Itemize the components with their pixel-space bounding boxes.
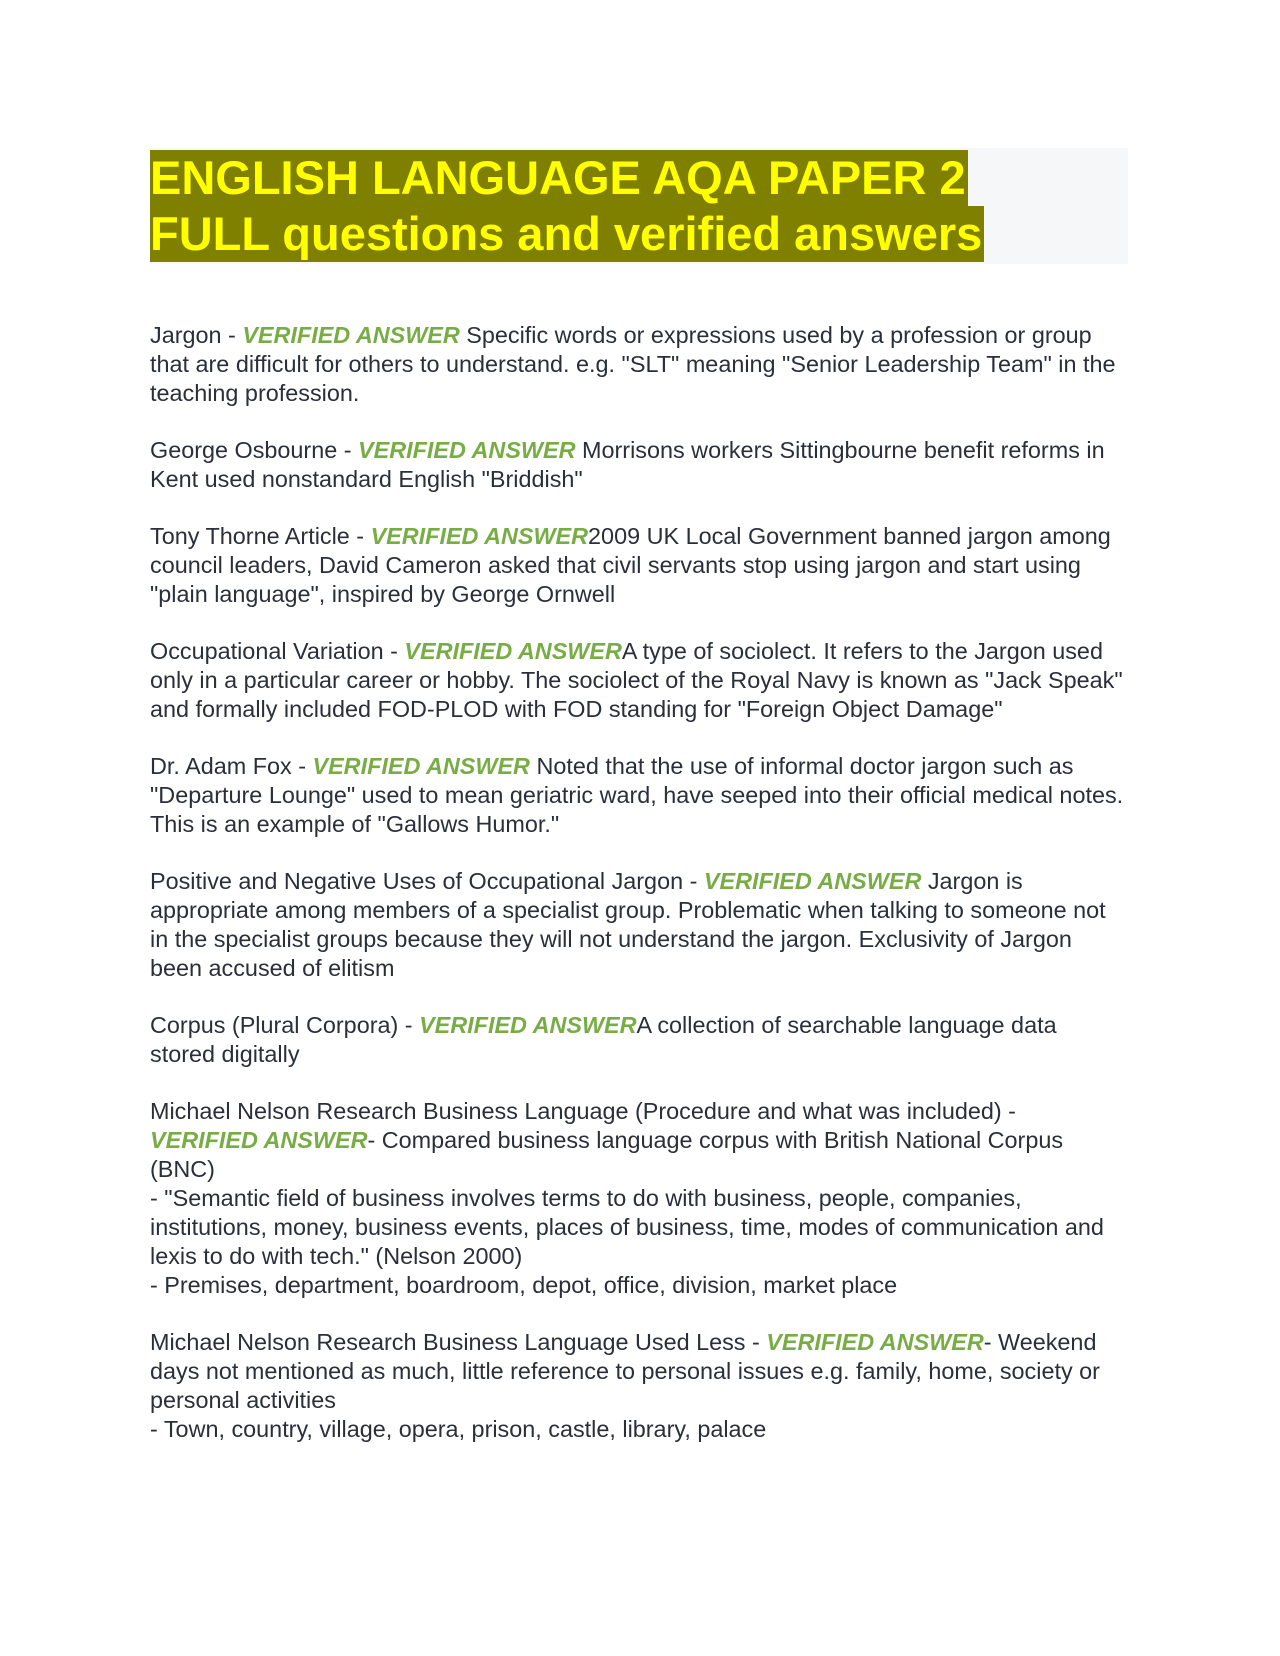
verified-answer-label: VERIFIED ANSWER — [312, 753, 530, 779]
qa-entry — [150, 1097, 1128, 1300]
verified-answer-label: VERIFIED ANSWER — [370, 523, 589, 549]
document-body — [150, 148, 1128, 1472]
entry-answer: Jargon is appropriate among members of a specialist group. Problematic when talking to someone not in the specialist groups because they will not understand the jargon. Exclusivity of Jargon been accused of elitism — [150, 868, 1106, 981]
title-line-1: ENGLISH LANGUAGE AQA PAPER 2 — [150, 151, 966, 204]
verified-answer-label: VERIFIED ANSWER — [404, 638, 622, 664]
title-line-2: FULL questions and verified answers — [150, 207, 983, 260]
verified-answer-label: VERIFIED ANSWER — [358, 437, 576, 463]
entry-answer: 2009 UK Local Government banned jargon among council leaders, David Cameron asked that civil servants stop using jargon and start using "plain language", inspired by George Ornwell — [150, 523, 1111, 607]
entry-answer: Specific words or expressions used by a profession or group that are difficult for others to understand. e.g. "SLT" meaning "Senior Leadership Team" in the teaching profession. — [150, 322, 1116, 406]
entry-term: Corpus (Plural Corpora) - — [150, 1012, 420, 1038]
entry-term: Jargon - — [150, 322, 243, 348]
entry-answer: - Compared business language corpus with British National Corpus (BNC) - "Semantic field of business involves terms to do with business, people, companies, institutions, money, business events, places of business, time, modes of communication and lexis to do with tech." (Nelson 2000) - Premises, department, boardroom, depot, office, division, market place — [150, 1127, 1104, 1298]
entry-term: Dr. Adam Fox - — [150, 753, 313, 779]
qa-entry — [150, 1328, 1128, 1444]
entry-term: Positive and Negative Uses of Occupational Jargon - — [150, 868, 704, 894]
verified-answer-label: VERIFIED ANSWER — [766, 1329, 984, 1355]
title-block — [150, 148, 1128, 264]
entry-term: Tony Thorne Article - — [150, 523, 371, 549]
entry-answer: Morrisons workers Sittingbourne benefit reforms in Kent used nonstandard English "Briddish" — [150, 437, 1105, 492]
verified-answer-label: VERIFIED ANSWER — [242, 322, 460, 348]
qa-entry — [150, 1011, 1128, 1069]
entry-answer: Noted that the use of informal doctor jargon such as "Departure Lounge" used to mean geriatric ward, have seeped into their official medical notes. This is an example of "Gallows Humor." — [150, 753, 1124, 837]
entry-answer: A collection of searchable language data stored digitally — [150, 1012, 1057, 1067]
entry-term: George Osbourne - — [150, 437, 359, 463]
entry-answer: - Weekend days not mentioned as much, little reference to personal issues e.g. family, home, society or personal activities - Town, country, village, opera, prison, castle, library, palace — [150, 1329, 1100, 1442]
entry-term: Occupational Variation - — [150, 638, 405, 664]
qa-entry — [150, 867, 1128, 983]
qa-list — [150, 321, 1128, 1444]
qa-entry — [150, 522, 1128, 609]
verified-answer-label: VERIFIED ANSWER — [150, 1127, 368, 1153]
qa-entry — [150, 752, 1128, 839]
qa-entry — [150, 321, 1128, 408]
verified-answer-label: VERIFIED ANSWER — [703, 868, 922, 894]
qa-entry — [150, 436, 1128, 494]
entry-term: Michael Nelson Research Business Language (Procedure and what was included) - — [150, 1098, 1016, 1124]
verified-answer-label: VERIFIED ANSWER — [419, 1012, 637, 1038]
qa-entry — [150, 637, 1128, 724]
entry-answer: A type of sociolect. It refers to the Jargon used only in a particular career or hobby. The sociolect of the Royal Navy is known as "Jack Speak" and formally included FOD-PLOD with FOD standing for "Foreign Object Damage" — [150, 638, 1123, 722]
entry-term: Michael Nelson Research Business Language Used Less - — [150, 1329, 767, 1355]
